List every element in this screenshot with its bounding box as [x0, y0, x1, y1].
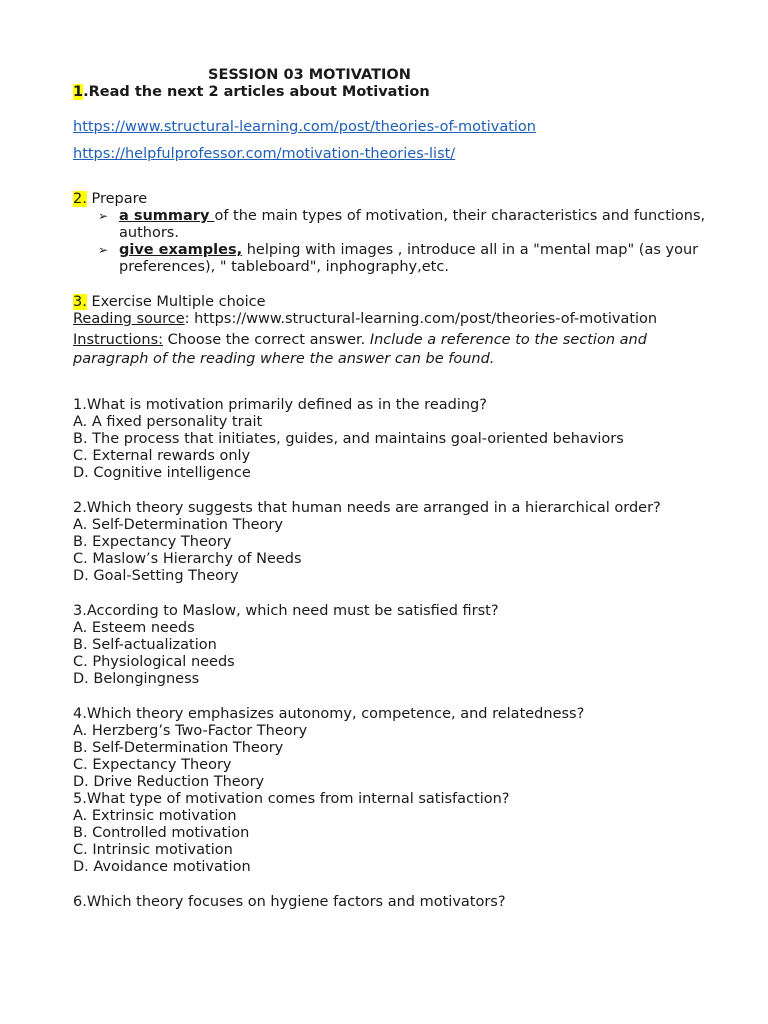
article-link-1[interactable]: https://www.structural-learning.com/post/theories-of-motivation — [73, 119, 536, 135]
arrowhead-bullet-icon: ➢ — [98, 209, 109, 223]
answer-option: C. External rewards only — [73, 448, 251, 464]
list-item — [98, 242, 713, 276]
answer-option: B. Self-Determination Theory — [73, 740, 284, 756]
reading-source — [73, 311, 713, 328]
arrowhead-bullet-icon: ➢ — [98, 243, 109, 257]
list-item — [98, 208, 713, 242]
question-2 — [73, 500, 713, 585]
step-1-number: 1 — [73, 84, 84, 100]
answer-option: B. Expectancy Theory — [73, 534, 232, 550]
bullet-text: helping with images , introduce all in a "mental map" (as your preferences), " tableboard", inphography,etc. — [119, 242, 699, 275]
reading-source-label: Reading source — [73, 311, 185, 327]
document-page — [73, 67, 713, 911]
article-link-2[interactable]: https://helpfulprofessor.com/motivation-theories-list/ — [73, 146, 456, 162]
instructions — [73, 331, 713, 369]
bullet-text: of the main types of motivation, their characteristics and functions, authors. — [119, 208, 706, 241]
step-2-text: Prepare — [86, 191, 148, 207]
instructions-text: Choose the correct answer. — [163, 332, 370, 348]
step-1-heading — [73, 84, 713, 101]
answer-option: B. Self-actualization — [73, 637, 217, 653]
answer-option: B. The process that initiates, guides, and maintains goal-oriented behaviors — [73, 431, 624, 447]
answer-option: D. Cognitive intelligence — [73, 465, 251, 481]
question-text: 2.Which theory suggests that human needs are arranged in a hierarchical order? — [73, 500, 661, 516]
answer-option: A. Herzberg’s Two-Factor Theory — [73, 723, 308, 739]
question-text: 3.According to Maslow, which need must be satisfied first? — [73, 603, 499, 619]
question-6 — [73, 894, 713, 911]
step-3-heading — [73, 294, 713, 311]
answer-option: C. Intrinsic motivation — [73, 842, 233, 858]
instructions-label: Instructions: — [73, 332, 164, 348]
step-1-text: .Read the next 2 articles about Motivation — [83, 84, 430, 100]
step-2-heading — [73, 191, 713, 208]
question-text: 6.Which theory focuses on hygiene factors and motivators? — [73, 894, 506, 910]
answer-option: A. Self-Determination Theory — [73, 517, 283, 533]
step-3-number: 3. — [73, 294, 87, 310]
reading-source-value: : https://www.structural-learning.com/post/theories-of-motivation — [184, 311, 658, 327]
answer-option: D. Goal-Setting Theory — [73, 568, 239, 584]
answer-option: A. A fixed personality trait — [73, 414, 263, 430]
answer-option: B. Controlled motivation — [73, 825, 250, 841]
question-text: 4.Which theory emphasizes autonomy, competence, and relatedness? — [73, 706, 585, 722]
question-5 — [73, 791, 713, 876]
question-text: 1.What is motivation primarily defined as in the reading? — [73, 397, 487, 413]
instructions-italic: Include a reference to the section and paragraph of the reading where the answer can be found. — [73, 332, 647, 367]
answer-option: D. Drive Reduction Theory — [73, 774, 265, 790]
question-1 — [73, 397, 713, 482]
bullet-lead: give examples, — [119, 242, 243, 258]
question-text: 5.What type of motivation comes from internal satisfaction? — [73, 791, 510, 807]
question-4 — [73, 706, 713, 791]
answer-option: C. Expectancy Theory — [73, 757, 232, 773]
page-title: SESSION 03 MOTIVATION — [208, 67, 411, 83]
step-2-number: 2. — [73, 191, 87, 207]
answer-option: A. Esteem needs — [73, 620, 195, 636]
step-2-bullet-list — [73, 208, 713, 276]
bullet-lead: a summary — [119, 208, 215, 224]
answer-option: D. Avoidance motivation — [73, 859, 251, 875]
answer-option: D. Belongingness — [73, 671, 200, 687]
step-3-text: Exercise Multiple choice — [86, 294, 266, 310]
answer-option: C. Physiological needs — [73, 654, 235, 670]
answer-option: C. Maslow’s Hierarchy of Needs — [73, 551, 302, 567]
question-3 — [73, 603, 713, 688]
answer-option: A. Extrinsic motivation — [73, 808, 237, 824]
